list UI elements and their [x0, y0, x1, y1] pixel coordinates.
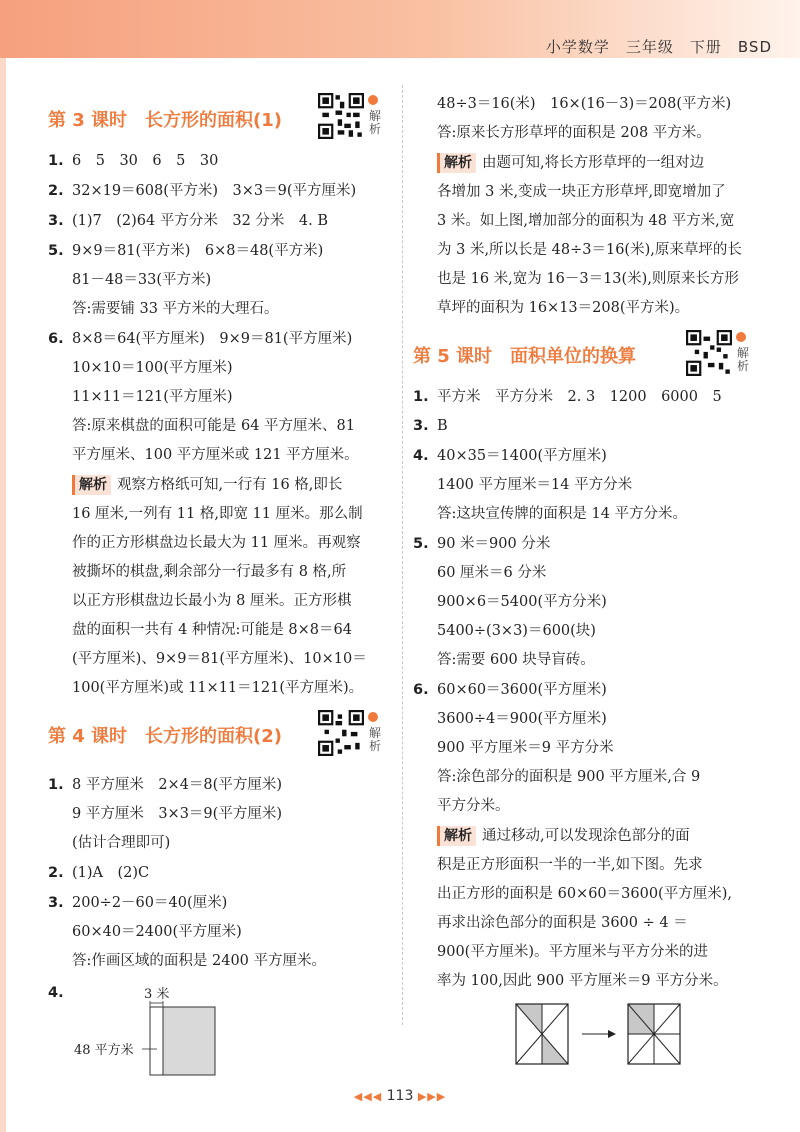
answer-line: 答:需要 600 块导盲砖。: [437, 652, 595, 668]
answer-line: 1400 平方厘米＝14 平方分米: [437, 477, 633, 493]
answer-line: 答:这块宣传牌的面积是 14 平方分米。: [437, 506, 688, 522]
analysis-line: 16 厘米,一列有 11 格,即宽 11 厘米。那么制: [72, 506, 363, 522]
left-square: [516, 1004, 568, 1064]
analysis-line: [437, 826, 690, 846]
question-number: 1.: [48, 153, 64, 169]
analysis-line: 草坪的面积为 16×13＝208(平方米)。: [437, 300, 690, 316]
answer-line: 10×10＝100(平方厘米): [72, 360, 233, 376]
answer-line: 8 平方厘米 2×4＝8(平方厘米): [72, 777, 282, 793]
answer-line: B: [437, 418, 448, 434]
analysis-line: 盘的面积一共有 4 种情况:可能是 8×8＝64: [72, 622, 352, 638]
side-decoration: [0, 58, 6, 1132]
answer-line: 平方厘米、100 平方厘米或 121 平方厘米。: [72, 447, 359, 463]
added-strip: [150, 1007, 163, 1075]
analysis-line: (平方厘米)、9×9＝81(平方厘米)、10×10＝: [72, 651, 367, 667]
answer-line: 200÷2－60＝40(厘米): [72, 895, 228, 911]
right-square: [628, 1004, 680, 1064]
analysis-line: 积是正方形面积一半的一半,如下图。先求: [437, 857, 703, 873]
analysis-tag: 解析: [72, 475, 111, 495]
book-title: 小学数学 三年级 下册 BSD: [545, 38, 772, 56]
question-number: 3.: [48, 213, 64, 229]
answer-line: (估计合理即可): [72, 835, 171, 851]
answer-line: (1)7 (2)64 平方分米 32 分米 4. B: [72, 213, 329, 229]
answer-line: 答:原来棋盘的面积可能是 64 平方厘米、81: [72, 418, 356, 434]
answer-line: 9×9＝81(平方米) 6×8＝48(平方米): [72, 243, 324, 259]
play-arrow-icon: [368, 95, 378, 105]
answer-line: 40×35＝1400(平方厘米): [437, 448, 607, 464]
analysis-line: 900(平方厘米)。平方厘米与平方分米的进: [437, 944, 708, 960]
answer-line: 90 米＝900 分米: [437, 536, 551, 552]
square-transform-diagram: [512, 1000, 712, 1072]
answer-line: 900×6＝5400(平方分米): [437, 594, 607, 610]
answer-line: 60 厘米＝6 分米: [437, 565, 547, 581]
page-footer: [0, 1088, 800, 1104]
answer-line: 900 平方厘米＝9 平方分米: [437, 740, 614, 756]
analysis-line: 以正方形棋盘边长最小为 8 厘米。正方形棋: [72, 593, 352, 609]
qr-code-icon[interactable]: [318, 710, 364, 756]
arrow-right-icon: [582, 1030, 616, 1038]
analysis-line: 3 米。如上图,增加部分的面积为 48 平方米,宽: [437, 213, 735, 229]
analysis-text: 观察方格纸可知,一行有 16 格,即长: [117, 477, 343, 493]
column-divider: [402, 85, 403, 1025]
answer-line: 9 平方厘米 3×3＝9(平方厘米): [72, 806, 282, 822]
analysis-tag: 解析: [437, 826, 476, 846]
answer-line: 11×11＝121(平方厘米): [72, 389, 233, 405]
analysis-line: 作的正方形棋盘边长最大为 11 厘米。再观察: [72, 535, 361, 551]
left-arrows-icon: ◀◀◀: [353, 1090, 383, 1103]
question-number: 4.: [413, 448, 429, 464]
answer-line: 答:涂色部分的面积是 900 平方厘米,合 9: [437, 769, 701, 785]
analysis-line: 出正方形的面积是 60×60＝3600(平方厘米),: [437, 886, 732, 902]
question-number: 6.: [48, 331, 64, 347]
header-bar: [0, 0, 800, 58]
analysis-text: 通过移动,可以发现涂色部分的面: [482, 828, 690, 844]
answer-line: 32×19＝608(平方米) 3×3＝9(平方厘米): [72, 183, 357, 199]
analysis-line: 也是 16 米,宽为 16－3＝13(米),则原来长方形: [437, 271, 739, 287]
qr-label: 解析: [369, 109, 382, 136]
answer-line: 答:作画区域的面积是 2400 平方厘米。: [72, 953, 327, 969]
question-number: 4.: [48, 985, 64, 1001]
lawn-diagram: [70, 985, 230, 1080]
answer-line: 答:原来长方形草坪的面积是 208 平方米。: [437, 125, 711, 141]
answer-line: (1)A (2)C: [72, 865, 150, 881]
analysis-line: [437, 153, 704, 173]
right-arrows-icon: ▶▶▶: [417, 1090, 447, 1103]
answer-line: 平方分米。: [437, 798, 510, 814]
play-arrow-icon: [368, 712, 378, 722]
analysis-tag: 解析: [437, 153, 476, 173]
analysis-line: 被撕坏的棋盘,剩余部分一行最多有 8 格,所: [72, 564, 347, 580]
lesson5-heading: 第 5 课时 面积单位的换算: [413, 346, 637, 367]
question-number: 2.: [48, 183, 64, 199]
answer-line: 答:需要铺 33 平方米的大理石。: [72, 301, 279, 317]
analysis-line: 各增加 3 米,变成一块正方形草坪,即宽增加了: [437, 184, 726, 200]
qr-code-icon[interactable]: [318, 93, 364, 139]
question-number: 5.: [48, 243, 64, 259]
analysis-line: 率为 100,因此 900 平方厘米＝9 平方分米。: [437, 973, 728, 989]
question-number: 1.: [48, 777, 64, 793]
answer-line: 6 5 30 6 5 30: [72, 153, 219, 169]
answer-line: 48÷3＝16(米) 16×(16－3)＝208(平方米): [437, 96, 732, 112]
question-number: 5.: [413, 536, 429, 552]
qr-code-icon[interactable]: [686, 330, 732, 376]
analysis-line: 100(平方厘米)或 11×11＝121(平方厘米)。: [72, 680, 364, 696]
question-number: 1.: [413, 389, 429, 405]
question-number: 3.: [413, 418, 429, 434]
fig-left-label: 48 平方米: [74, 1043, 134, 1058]
analysis-text: 由题可知,将长方形草坪的一组对边: [482, 155, 705, 171]
question-number: 3.: [48, 895, 64, 911]
answer-line: 平方米 平方分米 2. 3 1200 6000 5: [437, 389, 722, 405]
lesson3-heading: 第 3 课时 长方形的面积(1): [48, 110, 283, 131]
fig-top-label: 3 米: [144, 987, 170, 1002]
answer-line: 8×8＝64(平方厘米) 9×9＝81(平方厘米): [72, 331, 353, 347]
analysis-line: 为 3 米,所以长是 48÷3＝16(米),原来草坪的长: [437, 242, 742, 258]
question-number: 6.: [413, 682, 429, 698]
qr-label: 解析: [369, 726, 382, 753]
lesson4-heading: 第 4 课时 长方形的面积(2): [48, 726, 283, 747]
answer-line: 3600÷4＝900(平方厘米): [437, 711, 607, 727]
answer-line: 60×60＝3600(平方厘米): [437, 682, 607, 698]
qr-label: 解析: [737, 346, 750, 373]
question-number: 2.: [48, 865, 64, 881]
play-arrow-icon: [736, 332, 746, 342]
page-number: 113: [386, 1088, 414, 1104]
analysis-line: [72, 475, 342, 495]
answer-line: 81－48＝33(平方米): [72, 272, 212, 288]
answer-line: 60×40＝2400(平方厘米): [72, 924, 242, 940]
answer-line: 5400÷(3×3)＝600(块): [437, 623, 596, 639]
analysis-line: 再求出涂色部分的面积是 3600 ÷ 4 ＝: [437, 915, 688, 931]
